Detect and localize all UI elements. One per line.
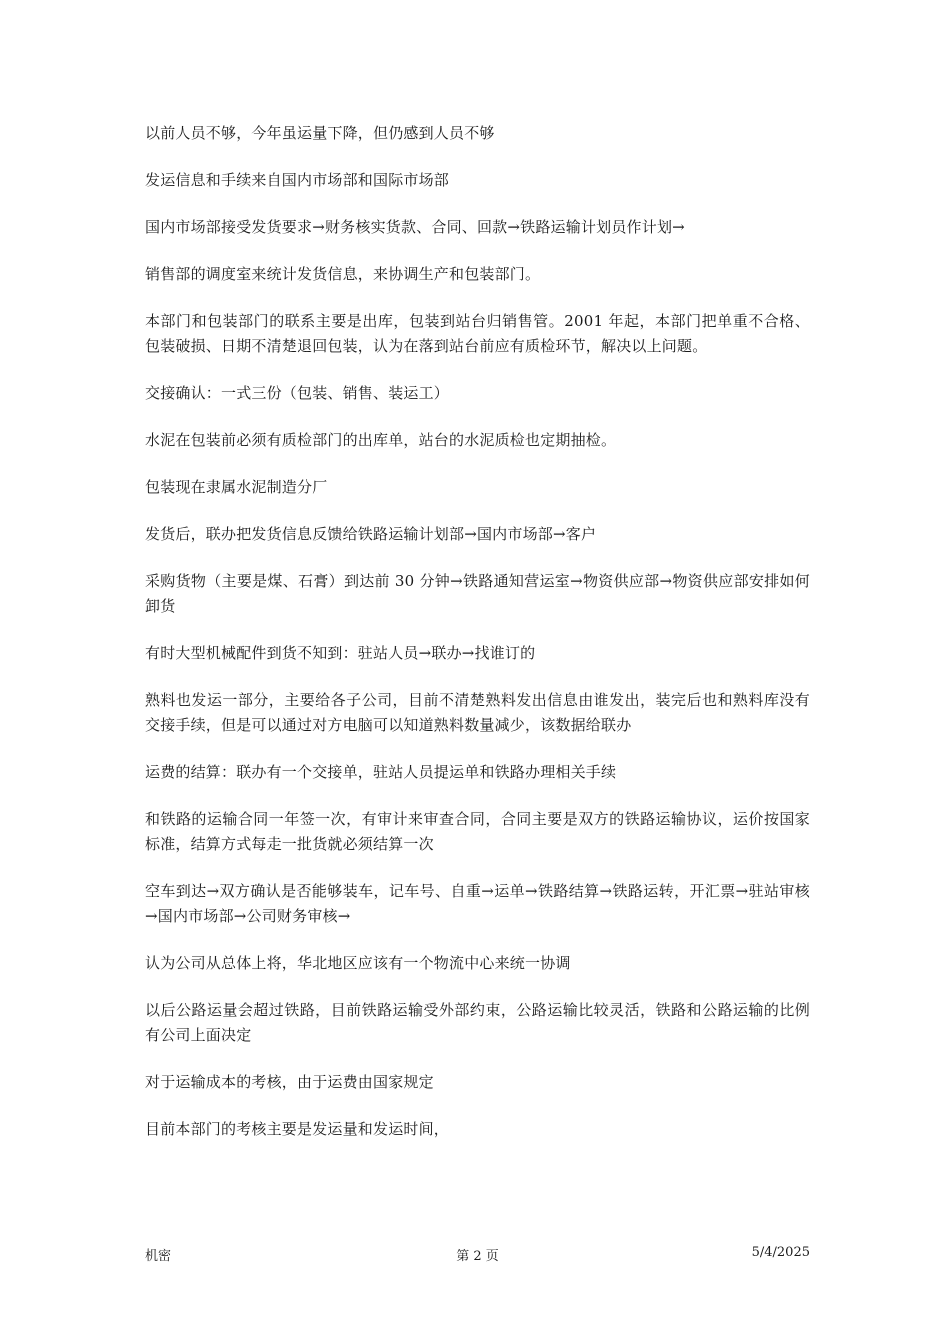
paragraph: 空车到达→双方确认是否能够装车，记车号、自重→运单→铁路结算→铁路运转，开汇票→驻站审核→国内市场部→公司财务审核→ bbox=[145, 882, 810, 925]
paragraph: 发货后，联办把发货信息反馈给铁路运输计划部→国内市场部→客户 bbox=[145, 525, 597, 543]
document-body bbox=[145, 121, 810, 1164]
paragraph: 有时大型机械配件到货不知到：驻站人员→联办→找谁订的 bbox=[145, 644, 536, 662]
footer-page-number: 第 2 页 bbox=[456, 1249, 499, 1264]
page-footer bbox=[145, 1245, 810, 1267]
paragraph: 包装现在隶属水泥制造分厂 bbox=[145, 478, 328, 496]
paragraph: 目前本部门的考核主要是发运量和发运时间， bbox=[145, 1120, 450, 1138]
paragraph: 对于运输成本的考核，由于运费由国家规定 bbox=[145, 1073, 434, 1091]
paragraph: 采购货物（主要是煤、石膏）到达前 30 分钟→铁路通知营运室→物资供应部→物资供应部安排如何卸货 bbox=[145, 572, 810, 615]
paragraph: 运费的结算：联办有一个交接单，驻站人员提运单和铁路办理相关手续 bbox=[145, 763, 617, 781]
paragraph: 和铁路的运输合同一年签一次，有审计来审查合同，合同主要是双方的铁路运输协议，运价按国家标准，结算方式每走一批货就必须结算一次 bbox=[145, 810, 810, 853]
paragraph: 本部门和包装部门的联系主要是出库，包装到站台归销售管。2001 年起，本部门把单重不合格、包装破损、日期不清楚退回包装，认为在落到站台前应有质检环节，解决以上问题。 bbox=[145, 312, 810, 355]
paragraph: 交接确认：一式三份（包装、销售、装运工） bbox=[145, 384, 450, 402]
paragraph: 水泥在包装前必须有质检部门的出库单，站台的水泥质检也定期抽检。 bbox=[145, 431, 617, 449]
paragraph: 认为公司从总体上将，华北地区应该有一个物流中心来统一协调 bbox=[145, 954, 571, 972]
paragraph: 以后公路运量会超过铁路，目前铁路运输受外部约束，公路运输比较灵活，铁路和公路运输的比例有公司上面决定 bbox=[145, 1001, 810, 1044]
paragraph: 国内市场部接受发货要求→财务核实货款、合同、回款→铁路运输计划员作计划→ bbox=[145, 218, 685, 236]
footer-confidential-label: 机密 bbox=[145, 1249, 172, 1264]
paragraph: 销售部的调度室来统计发货信息，来协调生产和包装部门。 bbox=[145, 265, 541, 283]
paragraph: 熟料也发运一部分，主要给各子公司，目前不清楚熟料发出信息由谁发出，装完后也和熟料库没有交接手续，但是可以通过对方电脑可以知道熟料数量减少，该数据给联办 bbox=[145, 691, 810, 734]
paragraph: 以前人员不够，今年虽运量下降，但仍感到人员不够 bbox=[145, 124, 495, 142]
footer-date: 5/4/2025 bbox=[751, 1245, 810, 1260]
paragraph: 发运信息和手续来自国内市场部和国际市场部 bbox=[145, 171, 450, 189]
